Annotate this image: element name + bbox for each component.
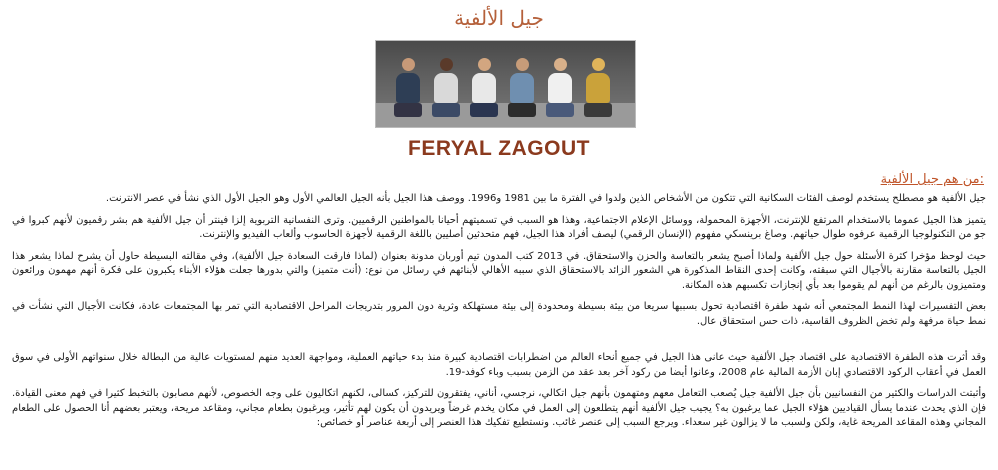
paragraph: جيل الألفية هو مصطلح يستخدم لوصف الفئات السكانية التي تتكون من الأشخاص الذين ولدوا في الفترة ما بين 1981 و1996. ووصف هذا الجيل بأنه الجيل العالمي الأول وهو الجيل الأول الذي نشأ في عصر الانترنت. [105,193,986,204]
paragraph: بعض التفسيرات لهذا النمط المجتمعي أنه شهد طفرة اقتصادية تحول بسببها سريعا من بيئة بسيطة ومحدودة إلى بيئة مستهلكة وثرية دون المرور بتدريجات المراحل الاقتصادية التي تمر بها المجتمعات عادة، فكانت الأجيال التي نشأت في نمط حياة مرفهة ولم تخض الظروف القاسية، ذات حس استحقاق عال. [12,301,986,327]
author-name: FERYAL ZAGOUT [408,137,590,160]
person-figure [432,58,460,117]
person-figure [546,58,574,117]
page-title: جيل الألفية [454,6,544,30]
person-figure [394,58,422,117]
person-figure [508,58,536,117]
paragraph: يتميز هذا الجيل عموما بالاستخدام المرتفع للإنترنت، الأجهزة المحمولة، ووسائل الإعلام الاجتماعية، وهذا هو السبب في تسميتهم أحيانا بالمواطنين الرقميين. وترى النفسانية التربوية إلزا فينتر أن جيل الألفية هم بشر رقميون لأنهم كبروا في جو من التكنولوجيا الرقمية عرفوه طوال حياتهم. وصاغ برينسكي مفهوم (الإنسان الرقمي) ليصف أفراد هذا الجيل، فهم متحدثين أصليين باللغة الرقمية لأجهزة الحاسوب وألعاب الفيديو والإنترنت. [12,214,986,240]
section-heading: :من هم جيل الألفية [880,172,984,187]
paragraph: وأثبتت الدراسات والكثير من النفسانيين بأن جيل الألفية جيل يُصعب التعامل معهم ومتهمون بأنهم جيل اتكالي، نرجسي، أناني، يفتقرون للتركيز، كسالى، لكنهم اتكاليون على وجه الخصوص، لأنهم مصابون بالتخبط كثيرا في فهم معنى القيادة. فإن الذي يحدث عندما يسأل القياديين هؤلاء الجيل عما يرغبون به؟ يجيب جيل الألفية أنهم يتطلعون إلى العمل في مكان يخدم غرضاً ويريدون أن يكون لهم تأثير، ويرغبون بطعام مجاني، ومقاعد مريحة، ويعتبر بعضهم أنا الحصول على الطعام المجاني وهذه المقاعد المريحة غاية، ولكن ولسبب ما لا يزالون غير سعداء. ويرجع السبب إلى عنصر غائب. ونستطيع تفكيك هذا العنصر إلى أربعة عناصر أو خصائص: [12,388,986,428]
person-figure [470,58,498,117]
paragraph: وقد أثرت هذه الطفرة الاقتصادية على اقتصاد جيل الألفية حيث عانى هذا الجيل في جميع أنحاء العالم من اضطرابات اقتصادية كبيرة منذ بدء حياتهم العملية، ومواجهة العديد منهم لمستويات عالية من البطالة خلال سنواتهم الأولى في سوق العمل في أعقاب الركود الاقتصادي إبان الأزمة المالية عام 2008، وعانوا أيضا من ركود آخر بعد عقد من الزمن بسبب وباء كوفد-19. [12,352,986,378]
paragraph: حيث لوحظ مؤخرا كثرة الأسئلة حول جيل الألفية ولماذا أصبح يشعر بالتعاسة والحزن والاستحقاق. في 2013 كتب المدون تيم أوربان مدونة بعنوان (لماذا فارقت السعادة جيل الألفية)، وفي مقالته البسيطة حاول أن يشرح لماذا يشعر هذا الجيل بالتعاسة مقارنة بالأجيال التي سبقته، وكانت إحدى النقاط المذكورة هي الشعور الزائد بالاستحقاق الذي سببه الأهالي لأبنائهم في رسائل من نوع: (أنت متميز) والتي بدورها جعلت هؤلاء الأبناء يكبرون على فكرة أنهم مهمون ورائعون ومتميزون بالرغم من أنهم لم يقوموا بعد بأي إنجازات تكسبهم هذه المكانة. [12,250,986,291]
article-body [12,192,986,438]
hero-image [375,40,636,128]
person-figure [584,58,612,117]
